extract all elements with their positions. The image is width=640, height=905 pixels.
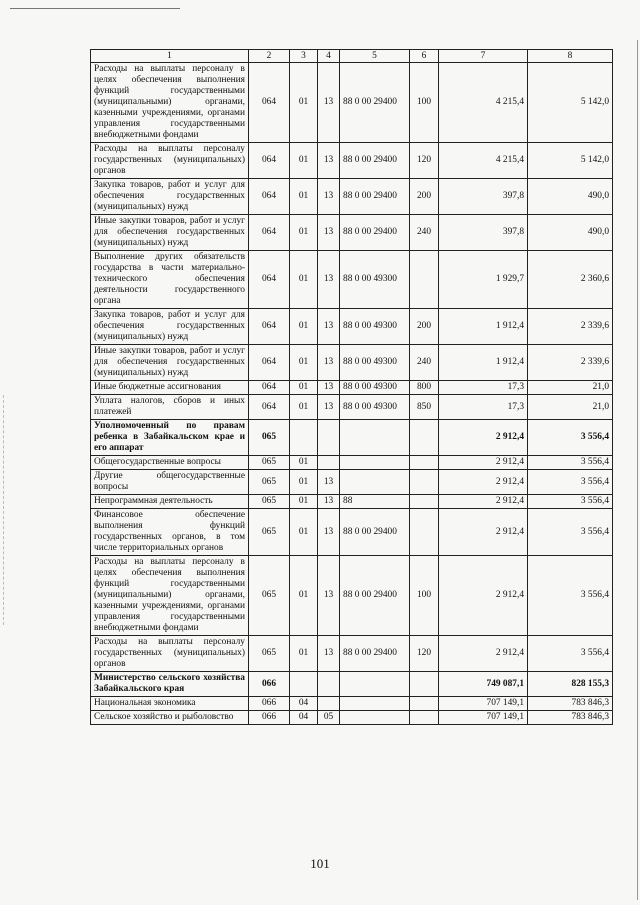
- amount-col8-cell: 490,0: [528, 179, 613, 215]
- amount-col8-cell: 783 846,3: [528, 697, 613, 711]
- section-cell: 01: [290, 495, 318, 509]
- amount-col8-cell: 783 846,3: [528, 711, 613, 725]
- table-row: [91, 556, 613, 636]
- amount-col8-cell: 490,0: [528, 215, 613, 251]
- subsection-cell: [318, 672, 340, 697]
- amount-col8-cell: 828 155,3: [528, 672, 613, 697]
- row-name-cell: Другие общегосударственные вопросы: [91, 470, 249, 495]
- amount-col7-cell: 2 912,4: [439, 556, 528, 636]
- row-name-cell: Расходы на выплаты персоналу государственных (муниципальных) органов: [91, 636, 249, 672]
- amount-col8-cell: 5 142,0: [528, 63, 613, 143]
- row-name-cell: Уполномоченный по правам ребенка в Забайкальском крае и его аппарат: [91, 420, 249, 456]
- expense-type-cell: [410, 470, 439, 495]
- section-cell: 01: [290, 215, 318, 251]
- table-row: [91, 215, 613, 251]
- amount-col8-cell: 21,0: [528, 395, 613, 420]
- subsection-cell: 13: [318, 395, 340, 420]
- expense-type-cell: [410, 420, 439, 456]
- section-cell: [290, 420, 318, 456]
- expense-type-cell: 120: [410, 143, 439, 179]
- subsection-cell: 13: [318, 470, 340, 495]
- ministry-code-cell: 064: [249, 143, 290, 179]
- ministry-code-cell: 064: [249, 251, 290, 309]
- ministry-code-cell: 066: [249, 697, 290, 711]
- subsection-cell: [318, 420, 340, 456]
- row-name-cell: Расходы на выплаты персоналу государственных (муниципальных) органов: [91, 143, 249, 179]
- ministry-code-cell: 064: [249, 63, 290, 143]
- amount-col7-cell: 17,3: [439, 381, 528, 395]
- ministry-code-cell: 065: [249, 556, 290, 636]
- section-cell: 01: [290, 556, 318, 636]
- section-cell: 01: [290, 345, 318, 381]
- subsection-cell: 05: [318, 711, 340, 725]
- amount-col7-cell: 2 912,4: [439, 470, 528, 495]
- expense-type-cell: 100: [410, 556, 439, 636]
- amount-col7-cell: 17,3: [439, 395, 528, 420]
- expense-type-cell: [410, 251, 439, 309]
- subsection-cell: 13: [318, 345, 340, 381]
- target-article-cell: 88 0 00 29400: [340, 63, 410, 143]
- table-row: [91, 420, 613, 456]
- ministry-code-cell: 064: [249, 309, 290, 345]
- target-article-cell: 88 0 00 29400: [340, 509, 410, 556]
- table-row: [91, 509, 613, 556]
- subsection-cell: 13: [318, 381, 340, 395]
- subsection-cell: 13: [318, 495, 340, 509]
- section-cell: 01: [290, 63, 318, 143]
- target-article-cell: [340, 470, 410, 495]
- section-cell: 01: [290, 456, 318, 470]
- table-row: [91, 456, 613, 470]
- target-article-cell: 88 0 00 29400: [340, 179, 410, 215]
- subsection-cell: 13: [318, 309, 340, 345]
- row-name-cell: Расходы на выплаты персоналу в целях обеспечения выполнения функций государственными (муниципальными) органами, казенными учреждениями, органами управления государственными внебюджетными фондами: [91, 63, 249, 143]
- section-cell: 01: [290, 636, 318, 672]
- amount-col7-cell: 4 215,4: [439, 143, 528, 179]
- amount-col8-cell: 3 556,4: [528, 470, 613, 495]
- section-cell: 04: [290, 697, 318, 711]
- column-header: 4: [318, 50, 340, 63]
- expense-type-cell: 240: [410, 215, 439, 251]
- amount-col7-cell: 397,8: [439, 215, 528, 251]
- target-article-cell: [340, 697, 410, 711]
- row-name-cell: Иные бюджетные ассигнования: [91, 381, 249, 395]
- target-article-cell: 88 0 00 29400: [340, 143, 410, 179]
- row-name-cell: Национальная экономика: [91, 697, 249, 711]
- table-row: [91, 63, 613, 143]
- amount-col7-cell: 1 929,7: [439, 251, 528, 309]
- ministry-code-cell: 065: [249, 420, 290, 456]
- amount-col7-cell: 2 912,4: [439, 456, 528, 470]
- section-cell: 01: [290, 381, 318, 395]
- table-row: [91, 395, 613, 420]
- subsection-cell: 13: [318, 556, 340, 636]
- amount-col7-cell: 2 912,4: [439, 495, 528, 509]
- table-row: [91, 672, 613, 697]
- row-name-cell: Иные закупки товаров, работ и услуг для обеспечения государственных (муниципальных) нужд: [91, 215, 249, 251]
- section-cell: [290, 672, 318, 697]
- target-article-cell: 88 0 00 49300: [340, 395, 410, 420]
- table-row: [91, 345, 613, 381]
- table-row: [91, 697, 613, 711]
- row-name-cell: Финансовое обеспечение выполнения функций государственных органов, в том числе территориальных органов: [91, 509, 249, 556]
- target-article-cell: 88: [340, 495, 410, 509]
- target-article-cell: 88 0 00 49300: [340, 345, 410, 381]
- table-row: [91, 179, 613, 215]
- top-rule: [10, 8, 180, 9]
- expense-type-cell: [410, 697, 439, 711]
- amount-col8-cell: 3 556,4: [528, 509, 613, 556]
- row-name-cell: Общегосударственные вопросы: [91, 456, 249, 470]
- row-name-cell: Министерство сельского хозяйства Забайкальского края: [91, 672, 249, 697]
- column-header: 3: [290, 50, 318, 63]
- section-cell: 01: [290, 179, 318, 215]
- target-article-cell: [340, 456, 410, 470]
- amount-col7-cell: 749 087,1: [439, 672, 528, 697]
- subsection-cell: 13: [318, 636, 340, 672]
- header-row: [91, 50, 613, 63]
- subsection-cell: 13: [318, 63, 340, 143]
- column-header: 1: [91, 50, 249, 63]
- scan-edge-right: [637, 40, 638, 900]
- expense-type-cell: [410, 711, 439, 725]
- amount-col7-cell: 707 149,1: [439, 697, 528, 711]
- section-cell: 01: [290, 470, 318, 495]
- amount-col7-cell: 2 912,4: [439, 509, 528, 556]
- amount-col8-cell: 3 556,4: [528, 556, 613, 636]
- section-cell: 01: [290, 509, 318, 556]
- row-name-cell: Закупка товаров, работ и услуг для обеспечения государственных (муниципальных) нужд: [91, 179, 249, 215]
- row-name-cell: Иные закупки товаров, работ и услуг для обеспечения государственных (муниципальных) нужд: [91, 345, 249, 381]
- subsection-cell: 13: [318, 509, 340, 556]
- amount-col7-cell: 707 149,1: [439, 711, 528, 725]
- table-row: [91, 495, 613, 509]
- budget-table: [90, 49, 613, 725]
- ministry-code-cell: 065: [249, 636, 290, 672]
- ministry-code-cell: 065: [249, 456, 290, 470]
- section-cell: 04: [290, 711, 318, 725]
- column-header: 8: [528, 50, 613, 63]
- ministry-code-cell: 065: [249, 509, 290, 556]
- target-article-cell: 88 0 00 29400: [340, 636, 410, 672]
- table-row: [91, 309, 613, 345]
- expense-type-cell: 850: [410, 395, 439, 420]
- amount-col8-cell: 3 556,4: [528, 636, 613, 672]
- subsection-cell: [318, 697, 340, 711]
- ministry-code-cell: 064: [249, 179, 290, 215]
- amount-col7-cell: 397,8: [439, 179, 528, 215]
- subsection-cell: [318, 456, 340, 470]
- expense-type-cell: [410, 672, 439, 697]
- target-article-cell: [340, 420, 410, 456]
- amount-col8-cell: 3 556,4: [528, 420, 613, 456]
- amount-col8-cell: 3 556,4: [528, 495, 613, 509]
- column-header: 2: [249, 50, 290, 63]
- row-name-cell: Уплата налогов, сборов и иных платежей: [91, 395, 249, 420]
- scan-edge-left: [3, 395, 4, 625]
- amount-col8-cell: 2 339,6: [528, 345, 613, 381]
- subsection-cell: 13: [318, 179, 340, 215]
- ministry-code-cell: 065: [249, 470, 290, 495]
- table-row: [91, 143, 613, 179]
- amount-col7-cell: 2 912,4: [439, 420, 528, 456]
- expense-type-cell: 800: [410, 381, 439, 395]
- table-row: [91, 470, 613, 495]
- page-number: 101: [310, 856, 330, 871]
- amount-col7-cell: 1 912,4: [439, 345, 528, 381]
- table-row: [91, 381, 613, 395]
- amount-col8-cell: 2 339,6: [528, 309, 613, 345]
- amount-col8-cell: 2 360,6: [528, 251, 613, 309]
- table-row: [91, 711, 613, 725]
- row-name-cell: Выполнение других обязательств государства в части материально-технического обеспечения деятельности государственного органа: [91, 251, 249, 309]
- column-header: 5: [340, 50, 410, 63]
- ministry-code-cell: 064: [249, 381, 290, 395]
- ministry-code-cell: 064: [249, 345, 290, 381]
- table-row: [91, 251, 613, 309]
- ministry-code-cell: 066: [249, 672, 290, 697]
- column-header: 7: [439, 50, 528, 63]
- section-cell: 01: [290, 143, 318, 179]
- expense-type-cell: [410, 456, 439, 470]
- ministry-code-cell: 065: [249, 495, 290, 509]
- amount-col7-cell: 1 912,4: [439, 309, 528, 345]
- section-cell: 01: [290, 395, 318, 420]
- ministry-code-cell: 066: [249, 711, 290, 725]
- target-article-cell: 88 0 00 49300: [340, 381, 410, 395]
- subsection-cell: 13: [318, 215, 340, 251]
- row-name-cell: Закупка товаров, работ и услуг для обеспечения государственных (муниципальных) нужд: [91, 309, 249, 345]
- row-name-cell: Непрограммная деятельность: [91, 495, 249, 509]
- expense-type-cell: 200: [410, 179, 439, 215]
- amount-col8-cell: 21,0: [528, 381, 613, 395]
- target-article-cell: 88 0 00 29400: [340, 556, 410, 636]
- section-cell: 01: [290, 309, 318, 345]
- target-article-cell: 88 0 00 49300: [340, 251, 410, 309]
- ministry-code-cell: 064: [249, 215, 290, 251]
- amount-col7-cell: 4 215,4: [439, 63, 528, 143]
- amount-col7-cell: 2 912,4: [439, 636, 528, 672]
- subsection-cell: 13: [318, 251, 340, 309]
- expense-type-cell: 240: [410, 345, 439, 381]
- amount-col8-cell: 5 142,0: [528, 143, 613, 179]
- subsection-cell: 13: [318, 143, 340, 179]
- row-name-cell: Сельское хозяйство и рыболовство: [91, 711, 249, 725]
- target-article-cell: [340, 711, 410, 725]
- target-article-cell: 88 0 00 29400: [340, 215, 410, 251]
- expense-type-cell: [410, 495, 439, 509]
- section-cell: 01: [290, 251, 318, 309]
- target-article-cell: 88 0 00 49300: [340, 309, 410, 345]
- expense-type-cell: 100: [410, 63, 439, 143]
- expense-type-cell: [410, 509, 439, 556]
- amount-col8-cell: 3 556,4: [528, 456, 613, 470]
- ministry-code-cell: 064: [249, 395, 290, 420]
- target-article-cell: [340, 672, 410, 697]
- table-row: [91, 636, 613, 672]
- expense-type-cell: 200: [410, 309, 439, 345]
- column-header: 6: [410, 50, 439, 63]
- expense-type-cell: 120: [410, 636, 439, 672]
- row-name-cell: Расходы на выплаты персоналу в целях обеспечения выполнения функций государственными (муниципальными) органами, казенными учреждениями, органами управления государственными внебюджетными фондами: [91, 556, 249, 636]
